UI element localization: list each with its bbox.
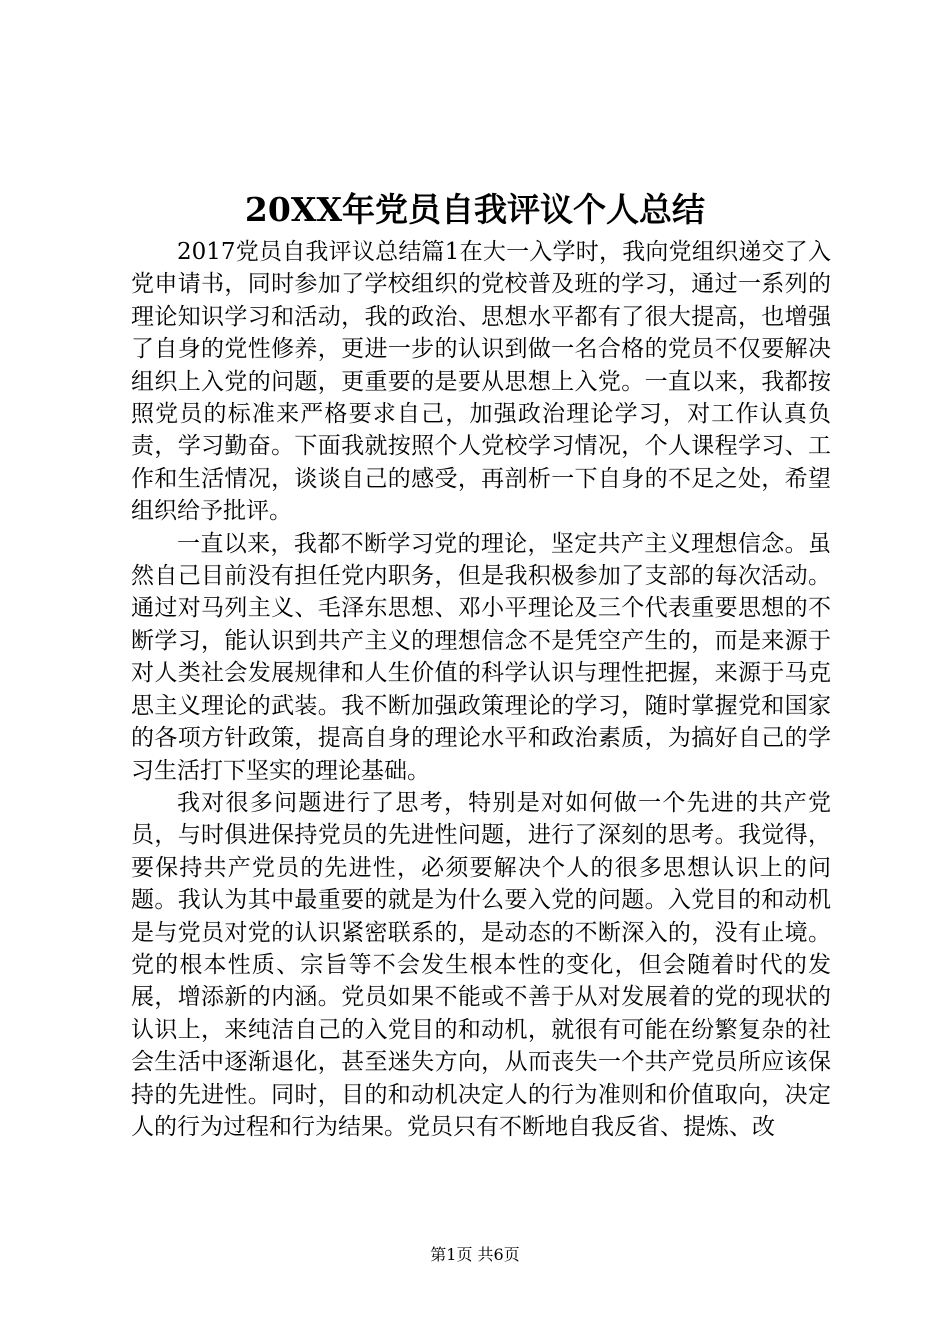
document-title: 20XX年党员自我评议个人总结	[244, 190, 706, 229]
page-number-footer: 第1页 共6页	[430, 1245, 520, 1264]
paragraph-3: 我对很多问题进行了思考，特别是对如何做一个先进的共产党员，与时俱进保持党员的先进性问题，进行了深刻的思考。我觉得，要保持共产党员的先进性，必须要解决个人的很多思想认识上的问题。我认为其中最重要的就是为什么要入党的问题。入党目的和动机是与党员对党的认识紧密联系的，是动态的不断深入的，没有止境。党的根本性质、宗旨等不会发生根本性的变化，但会随着时代的发展，增添新的内涵。党员如果不能或不善于从对发展着的党的现状的认识上，来纯洁自己的入党目的和动机，就很有可能在纷繁复杂的社会生活中逐渐退化，甚至迷失方向，从而丧失一个共产党员所应该保持的先进性。同时，目的和动机决定人的行为准则和价值取向，决定人的行为过程和行为结果。党员只有不断地自我反省、提炼、改	[131, 789, 831, 1140]
paragraph-2: 一直以来，我都不断学习党的理论，坚定共产主义理想信念。虽然自己目前没有担任党内职务，但是我积极参加了支部的每次活动。通过对马列主义、毛泽东思想、邓小平理论及三个代表重要思想的不断学习，能认识到共产主义的理想信念不是凭空产生的，而是来源于对人类社会发展规律和人生价值的科学认识与理性把握，来源于马克思主义理论的武装。我不断加强政策理论的学习，随时掌握党和国家的各项方针政策，提高自身的理论水平和政治素质，为搞好自己的学习生活打下坚实的理论基础。	[131, 530, 831, 784]
document-body	[131, 236, 831, 1143]
paragraph-1: 2017党员自我评议总结篇1在大一入学时，我向党组织递交了入党申请书，同时参加了学校组织的党校普及班的学习，通过一系列的理论知识学习和活动，我的政治、思想水平都有了很大提高，也增强了自身的党性修养，更进一步的认识到做一名合格的党员不仅要解决组织上入党的问题，更重要的是要从思想上入党。一直以来，我都按照党员的标准来严格要求自己，加强政治理论学习，对工作认真负责，学习勤奋。下面我就按照个人党校学习情况，个人课程学习、工作和生活情况，谈谈自己的感受，再剖析一下自身的不足之处，希望组织给予批评。	[131, 239, 831, 525]
